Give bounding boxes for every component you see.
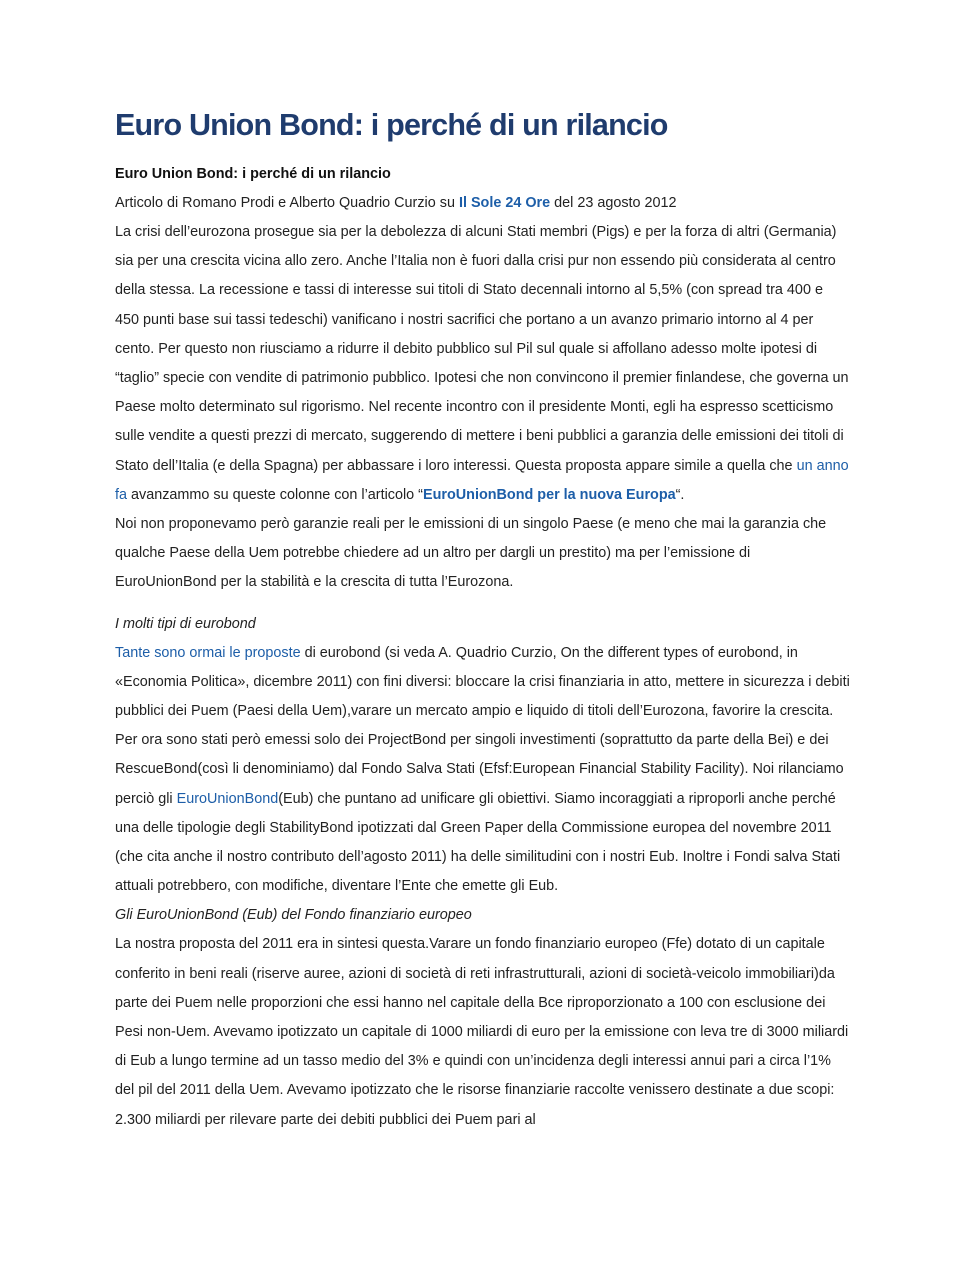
section-heading-eub: Gli EuroUnionBond (Eub) del Fondo finanziario europeo (115, 907, 472, 924)
article-subtitle: Euro Union Bond: i perché di un rilancio (115, 166, 391, 182)
page-title: Euro Union Bond: i perché di un rilancio (115, 108, 668, 142)
paragraph-3 (115, 639, 850, 902)
link-eurounionbond[interactable]: EuroUnionBond (176, 790, 279, 807)
section-heading-eurobond-types: I molti tipi di eurobond (115, 615, 256, 632)
link-un-anno-fa[interactable]: un anno fa (115, 457, 849, 503)
paragraph-1-text-c: “. (675, 486, 685, 503)
article-body (115, 218, 850, 1135)
article (115, 105, 850, 1135)
link-eurounionbond-article[interactable]: EuroUnionBond per la nuova Europa (422, 486, 676, 503)
byline-prefix: Articolo di Romano Prodi e Alberto Quadrio Curzio su (115, 195, 459, 211)
paragraph-2: Noi non proponevamo però garanzie reali per le emissioni di un singolo Paese (e meno che mai la garanzia che qualche Paese della Uem potrebbe chiedere ad un altro per dargli un prestito) ma per l’emissione di EuroUnionBond per la stabilità e la crescita di tutta l’Eurozona. (115, 516, 827, 591)
paragraph-1-text-b: avanzammo su queste colonne con l’articolo “ (127, 486, 423, 503)
paragraph-1 (115, 218, 850, 510)
paragraph-3-text-a: di eurobond (si veda A. Quadrio Curzio, On the different types of eurobond, in «Economia Politica», dicembre 2011) con fini diversi: bloccare la crisi finanziaria in atto, mettere in sicurezza i debiti pubblici dei Puem (Paesi della Uem),varare un mercato ampio e liquido di titoli dell’Eurozona, favorire la crescita. Per ora sono stati però emessi solo dei ProjectBond per singoli investimenti (soprattutto da parte della Bei) e dei RescueBond(così li denominiamo) dal Fondo Salva Stati (Efsf:European Financial Stability Facility). Noi rilanciamo perciò gli (115, 644, 850, 807)
byline (115, 189, 850, 218)
paragraph-3-text-b: (Eub) che puntano ad unificare gli obiettivi. Siamo incoraggiati a riproporli anche perché una delle tipologie degli StabilityBond ipotizzati dal Green Paper della Commissione europea del novembre 2011 (che cita anche il nostro contributo dell’agosto 2011) ha delle similitudini con i nostri Eub. Inoltre i Fondi salva Stati attuali potrebbero, con modifiche, diventare l’Ente che emette gli Eub. (115, 790, 841, 895)
byline-suffix: del 23 agosto 2012 (550, 195, 677, 211)
link-tante-proposte[interactable]: Tante sono ormai le proposte (115, 644, 301, 661)
paragraph-1-text-a: La crisi dell’eurozona prosegue sia per la debolezza di alcuni Stati membri (Pigs) e per la forza di altri (Germania) sia per una crescita vicina allo zero. Anche l’Italia non è fuori dalla crisi pur non essendo più considerata al centro della stessa. La recessione e tassi di interesse sui titoli di Stato decennali intorno al 5,5% (con spread tra 400 e 450 punti base sui tassi tedeschi) vanificano i nostri sacrifici che portano a un avanzo primario intorno al 4 per cento. Per questo non riusciamo a ridurre il debito pubblico sul Pil sul quale si affollano adesso molte ipotesi di “taglio” specie con vendite di patrimonio pubblico. Ipotesi che non convincono il premier finlandese, che governa un Paese molto determinato sul rigorismo. Nel recente incontro con il presidente Monti, egli ha espresso scetticismo sulle vendite a questi prezzi di mercato, suggerendo di mettere i beni pubblici a garanzia delle emissioni dei titoli di Stato dell’Italia (e della Spagna) per abbassare i loro interessi. Questa proposta appare simile a quella che (115, 224, 849, 474)
source-link[interactable]: Il Sole 24 Ore (458, 195, 551, 211)
paragraph-4: La nostra proposta del 2011 era in sintesi questa.Varare un fondo finanziario europeo (Ffe) dotato di un capitale conferito in beni reali (riserve auree, azioni di società di reti infrastrutturali, azioni di società-veicolo immobiliari)da parte dei Puem nelle proporzioni che essi hanno nel capitale della Bce riproporzionato a 100 con esclusione dei Pesi non-Uem. Avevamo ipotizzato un capitale di 1000 miliardi di euro per la emissione con leva tre di 3000 miliardi di Eub a lungo termine ad un tasso medio del 3% e quindi con un’incidenza degli interessi annui pari a circa l’1% del pil del 2011 della Uem. Avevamo ipotizzato che le risorse finanziarie raccolte venissero destinate a due scopi: 2.300 miliardi per rilevare parte dei debiti pubblici dei Puem pari al (115, 936, 849, 1128)
